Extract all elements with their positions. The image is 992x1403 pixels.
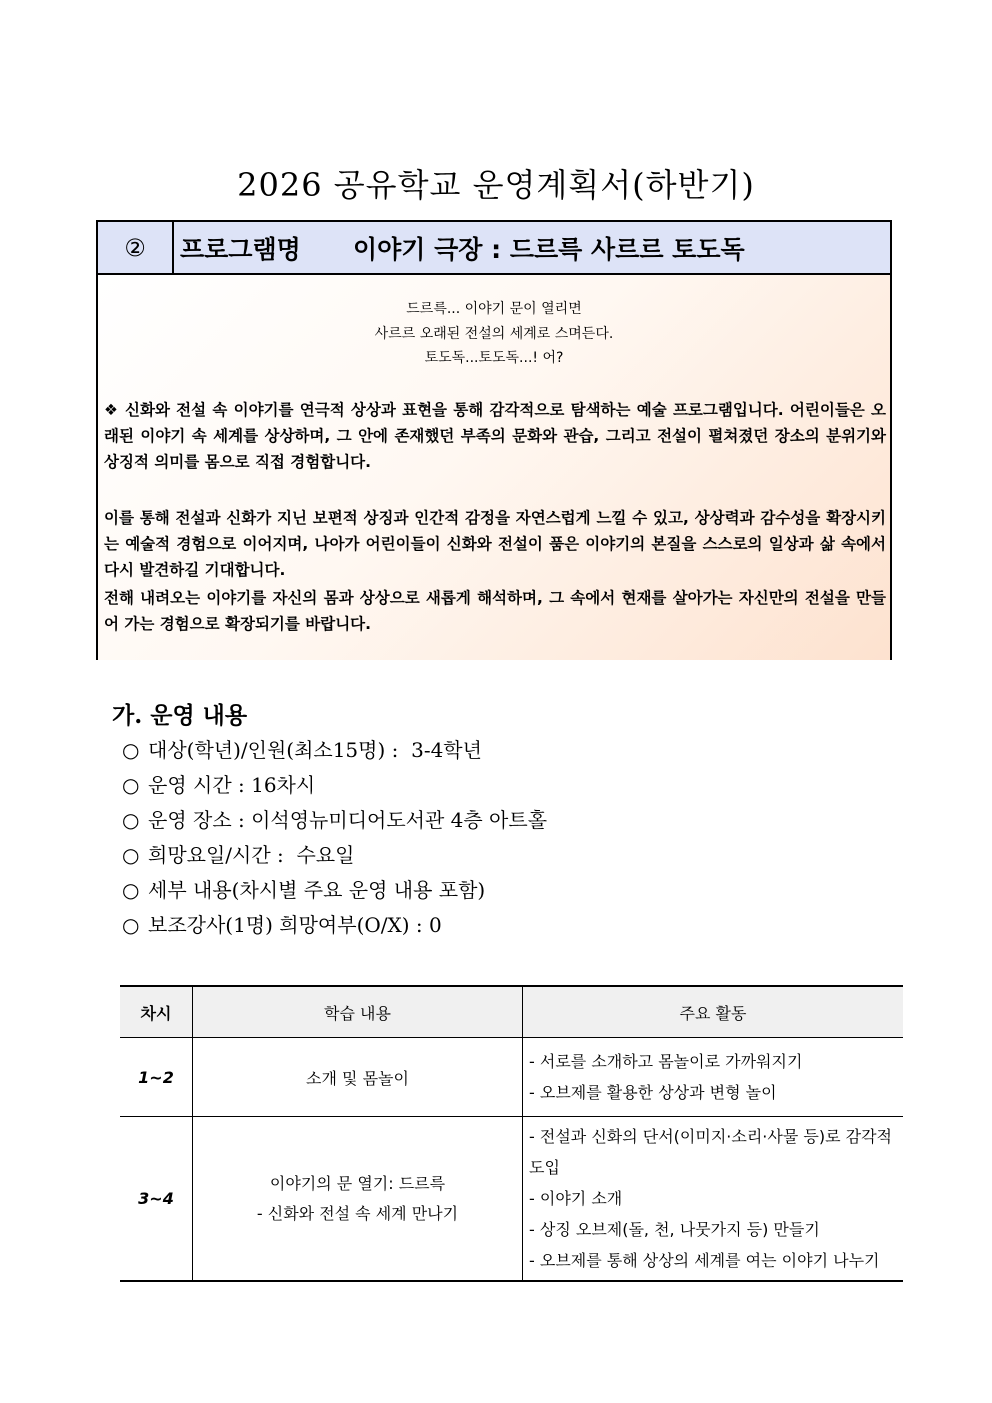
table-row [120,1038,903,1117]
bullet: ○ [122,808,140,832]
schedule-table [120,985,903,1282]
content-cell [193,1117,523,1282]
bullet: ○ [122,843,140,867]
list-item-text: 보조강사(1명) 희망여부(O/X) : 0 [148,913,442,937]
list-item-text: 운영 시간 : 16차시 [148,773,316,797]
operation-list [122,735,547,945]
activity-line: - 오브제를 활용한 상상과 변형 놀이 [529,1083,777,1102]
list-item [122,875,547,910]
activity-line: - 상징 오브제(돌, 천, 나뭇가지 등) 만들기 [529,1220,820,1239]
content-line: - 신화와 전설 속 세계 만나기 [256,1203,459,1223]
column-header-session: 차시 [120,986,193,1038]
document-title: 2026 공유학교 운영계획서(하반기) [237,166,755,204]
bullet: ○ [122,738,140,762]
table-row [120,1117,903,1282]
list-item-text: 희망요일/시간 : 수요일 [148,843,355,867]
activities-cell [523,1038,904,1117]
list-item [122,840,547,875]
program-header [98,222,890,275]
content-line: 이야기의 문 열기: 드르륵 [269,1173,446,1193]
activity-line: - 서로를 소개하고 몸놀이로 가까워지기 [529,1052,803,1071]
list-item-text: 대상(학년)/인원(최소15명) : 3-4학년 [148,738,482,762]
program-name-label: 프로그램명 [180,234,301,264]
poem-line: 토도독...토도독...! 어? [424,350,564,366]
content-cell [193,1038,523,1117]
list-item [122,910,547,945]
column-header-activities: 주요 활동 [523,986,904,1038]
session-cell: 3~4 [120,1117,193,1282]
program-description [98,275,890,660]
program-poem [98,297,890,371]
table-header-row [120,986,903,1038]
program-box [96,220,892,660]
activity-line: - 오브제를 통해 상상의 세계를 여는 이야기 나누기 [529,1251,880,1270]
activities-cell [523,1117,904,1282]
description-paragraph: 전해 내려오는 이야기를 자신의 몸과 상상으로 새롭게 해석하며, 그 속에서 현재를 살아가는 자신만의 전설을 만들어 가는 경험으로 확장되기를 바랍니다. [104,589,886,633]
column-header-content: 학습 내용 [193,986,523,1038]
activity-line: - 전설과 신화의 단서(이미지·소리·사물 등)로 감각적 도입 [529,1127,892,1177]
section-heading: 가. 운영 내용 [112,702,248,729]
list-item-text: 세부 내용(차시별 주요 운영 내용 포함) [148,878,486,902]
content-line: 소개 및 몸놀이 [306,1068,409,1088]
activity-line: - 이야기 소개 [529,1189,623,1208]
list-item [122,735,547,770]
description-paragraph: ❖ 신화와 전설 속 이야기를 연극적 상상과 표현을 통해 감각적으로 탐색하는 예술 프로그램입니다. 어린이들은 오래된 이야기 속 세계를 상상하며, 그 안에 존재했던 부족의 문화와 관습, 그리고 전설이 펼쳐졌던 장소의 분위기와 상징적 의미를 몸으로 직접 경험합니다. [104,401,886,471]
list-item [122,770,547,805]
session-cell: 1~2 [120,1038,193,1117]
poem-line: 드르륵... 이야기 문이 열리면 [406,301,582,317]
bullet: ○ [122,913,140,937]
bullet: ○ [122,878,140,902]
program-number: ② [98,222,174,273]
list-item-text: 운영 장소 : 이석영뉴미디어도서관 4층 아트홀 [148,808,548,832]
program-name: 이야기 극장 : 드르륵 사르르 토도독 [353,234,745,264]
description-paragraph: 이를 통해 전설과 신화가 지닌 보편적 상징과 인간적 감정을 자연스럽게 느낄 수 있고, 상상력과 감수성을 확장시키는 예술적 경험으로 이어지며, 나아가 어린이들이 신화와 전설이 품은 이야기의 본질을 스스로의 일상과 삶 속에서 다시 발견하길 기대합니다. [104,509,886,579]
bullet: ○ [122,773,140,797]
list-item [122,805,547,840]
program-name-row [174,222,890,273]
poem-line: 사르르 오래된 전설의 세계로 스며든다. [374,325,614,342]
